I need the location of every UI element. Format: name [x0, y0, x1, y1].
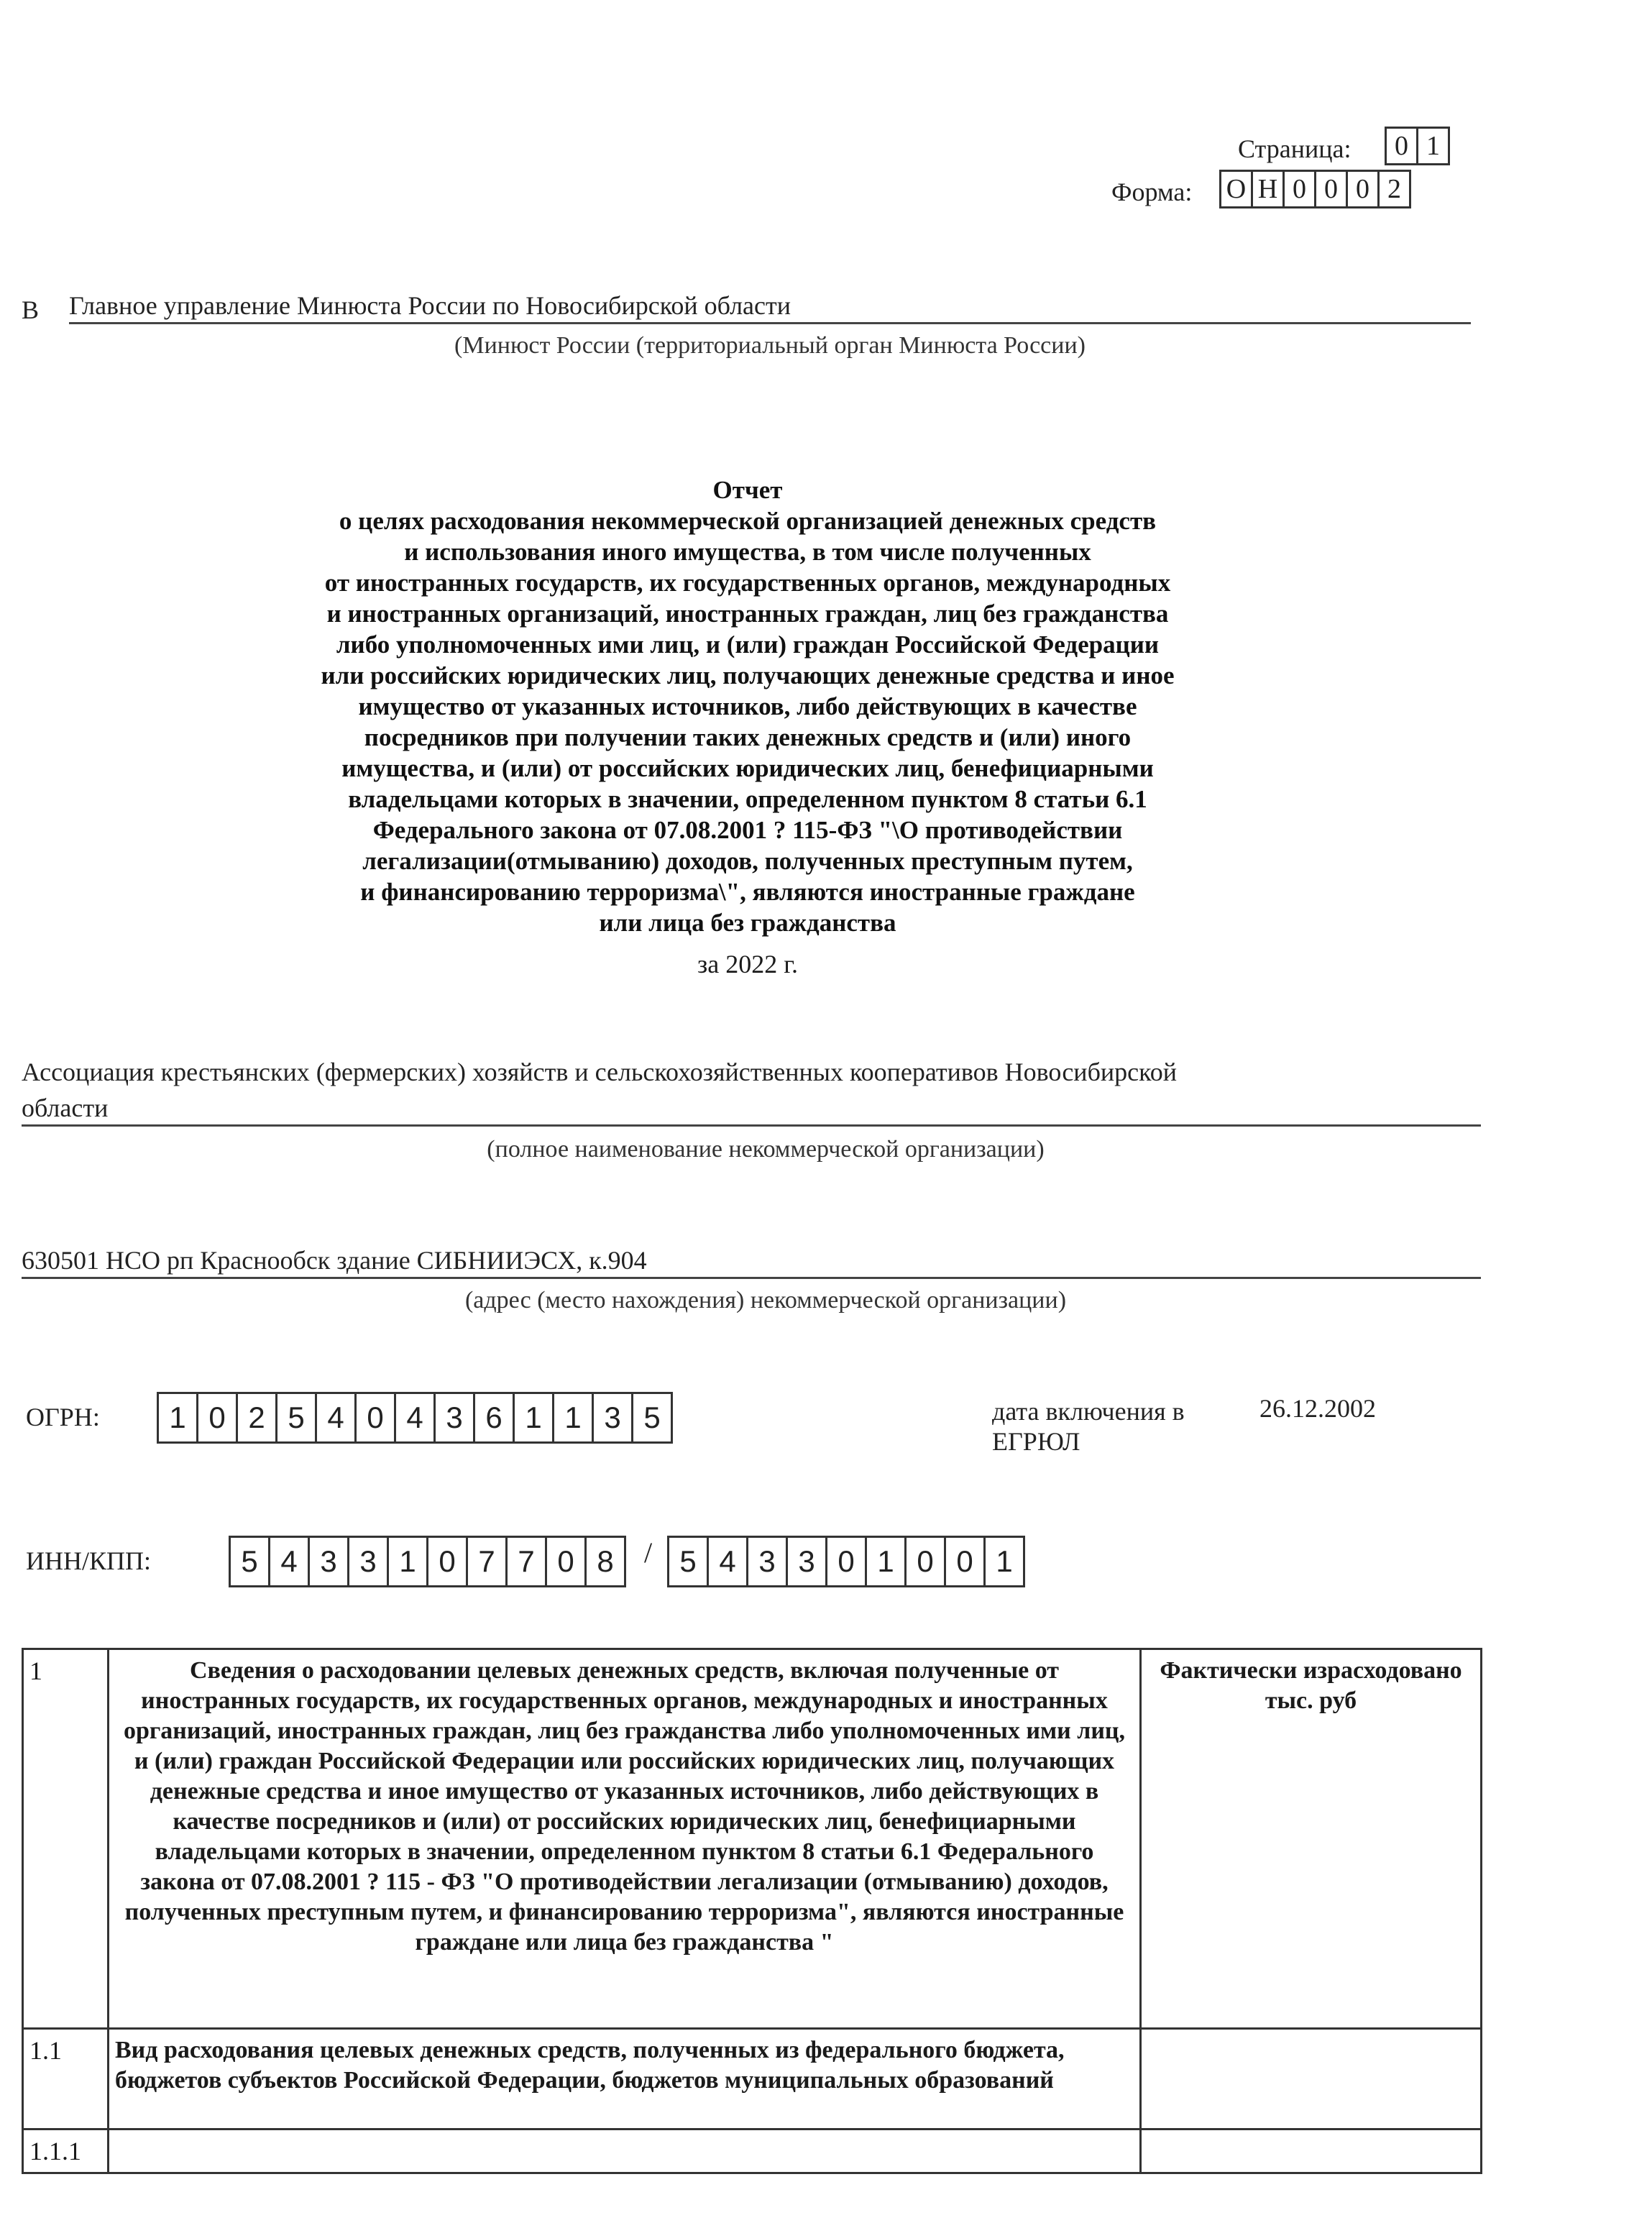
expenditure-table — [22, 1648, 1482, 2174]
form-char: О — [1221, 172, 1253, 206]
ogrn-digit: 4 — [396, 1394, 436, 1441]
kpp-digit: 1 — [996, 1544, 1013, 1578]
egrul-date-label — [992, 1396, 1185, 1457]
kpp-digit: 0 — [907, 1538, 946, 1585]
inn-digit: 3 — [310, 1538, 349, 1585]
inn-digit: 0 — [428, 1538, 468, 1585]
org-address: 630501 НСО рп Краснообск здание СИБНИИЭСХ, к.904 — [22, 1245, 1481, 1279]
org-name-line2: области — [22, 1093, 1481, 1127]
title-line: о целях расходования некоммерческой организацией денежных средств — [339, 507, 1157, 535]
row-description: Сведения о расходовании целевых денежных средств, включая полученные от иностранных государств, их государственных органов, международных и иностранных организаций, иностранных граждан, лиц без гражданства либо уполномоченных ими лиц, и (или) граждан Российской Федерации или российских юридических лиц, получающих денежные средства и иное имущество от указанных источников, либо действующих в качестве посредников и (или) от российских юридических лиц, бенефициарными владельцами которых в значении, определенном пунктом 8 статьи 6.1 Федерального закона от 07.08.2001 ? 115 - ФЗ "О противодействии легализации (отмыванию) доходов, полученных преступным путем, и финансированию терроризма", являются иностранные граждане или лица без гражданства " — [109, 1649, 1141, 2029]
report-year: за 2022 г. — [697, 950, 798, 978]
org-name-caption: (полное наименование некоммерческой организации) — [487, 1136, 1045, 1163]
table-row — [23, 2130, 1482, 2173]
ogrn-digit: 4 — [317, 1394, 357, 1441]
title-line: и финансированию терроризма\", являются иностранные граждане — [360, 878, 1135, 906]
form-char: 2 — [1387, 174, 1401, 204]
ogrn-digit: 3 — [594, 1394, 633, 1441]
kpp-digit: 5 — [669, 1538, 709, 1585]
ogrn-digit: 5 — [277, 1394, 317, 1441]
row-value — [1141, 2029, 1482, 2130]
inn-digit: 5 — [231, 1538, 270, 1585]
ogrn-digit: 1 — [159, 1394, 198, 1441]
inn-kpp-separator: / — [644, 1536, 653, 1569]
report-title — [187, 475, 1308, 938]
title-line: или российских юридических лиц, получающих денежные средства и иное — [321, 661, 1175, 689]
title-line: владельцами которых в значении, определенном пунктом 8 статьи 6.1 — [348, 785, 1147, 813]
kpp-digit: 3 — [788, 1538, 827, 1585]
inn-digit: 7 — [508, 1538, 547, 1585]
title-line: и использования иного имущества, в том числе полученных — [404, 538, 1091, 566]
row-description — [109, 2130, 1141, 2173]
ogrn-digit: 6 — [475, 1394, 515, 1441]
row-value — [1141, 2130, 1482, 2173]
egrul-date-label-line2: ЕГРЮЛ — [992, 1427, 1080, 1456]
title-line: либо уполномоченных ими лиц, и (или) граждан Российской Федерации — [336, 631, 1160, 659]
title-line: легализации(отмыванию) доходов, полученных преступным путем, — [362, 847, 1133, 875]
row-description: Вид расходования целевых денежных средств, полученных из федерального бюджета, бюджетов субъектов Российской Федерации, бюджетов муниципальных образований — [109, 2029, 1141, 2130]
inn-digit: 4 — [270, 1538, 310, 1585]
row-number: 1.1 — [23, 2029, 109, 2130]
inn-boxes — [229, 1536, 626, 1587]
kpp-digit: 0 — [946, 1538, 986, 1585]
form-label: Форма: — [1111, 178, 1193, 206]
row-number: 1 — [23, 1649, 109, 2029]
title-line: и иностранных организаций, иностранных граждан, лиц без гражданства — [326, 600, 1169, 628]
ogrn-digit: 1 — [554, 1394, 594, 1441]
actual-spent-header: Фактически израсходовано тыс. руб — [1141, 1649, 1482, 2029]
page-label: Страница: — [1238, 134, 1352, 163]
ogrn-digit: 5 — [643, 1400, 661, 1434]
title-line: или лица без гражданства — [599, 909, 896, 937]
ogrn-digit: 3 — [436, 1394, 475, 1441]
kpp-digit: 0 — [827, 1538, 867, 1585]
title-line: посредников при получении таких денежных средств и (или) иного — [364, 723, 1132, 751]
form-char: 0 — [1348, 172, 1380, 206]
ogrn-digit: 0 — [357, 1394, 396, 1441]
recipient-caption: (Минюст России (территориальный орган Минюста России) — [454, 332, 1086, 359]
table-row — [23, 2029, 1482, 2130]
kpp-digit: 4 — [709, 1538, 748, 1585]
ogrn-boxes — [157, 1392, 673, 1444]
form-char: 0 — [1285, 172, 1316, 206]
recipient-prefix: В — [22, 295, 40, 324]
org-address-caption: (адрес (место нахождения) некоммерческой организации) — [464, 1287, 1067, 1314]
kpp-boxes — [667, 1536, 1025, 1587]
kpp-digit: 1 — [867, 1538, 907, 1585]
title-line: от иностранных государств, их государственных органов, международных — [324, 569, 1171, 597]
title-line: Федерального закона от 07.08.2001 ? 115-ФЗ "\О противодействии — [372, 816, 1123, 844]
kpp-digit: 3 — [748, 1538, 788, 1585]
org-name-line1: Ассоциация крестьянских (фермерских) хозяйств и сельскохозяйственных кооперативов Новосибирской — [22, 1058, 1178, 1086]
egrul-date-label-line1: дата включения в — [992, 1397, 1185, 1426]
egrul-date-value: 26.12.2002 — [1259, 1394, 1376, 1423]
form-code-boxes — [1219, 170, 1411, 208]
report-heading: Отчет — [712, 476, 783, 504]
page-digit: 1 — [1426, 131, 1440, 161]
inn-digit: 1 — [389, 1538, 428, 1585]
inn-digit: 8 — [597, 1544, 614, 1578]
inn-kpp-label: ИНН/КПП: — [26, 1546, 152, 1575]
inn-digit: 3 — [349, 1538, 389, 1585]
ogrn-digit: 2 — [238, 1394, 277, 1441]
inn-digit: 0 — [547, 1538, 587, 1585]
ogrn-label: ОГРН: — [26, 1403, 100, 1431]
ogrn-digit: 0 — [198, 1394, 238, 1441]
recipient-name: Главное управление Минюста России по Новосибирской области — [69, 290, 1471, 324]
row-number: 1.1.1 — [23, 2130, 109, 2173]
form-char: Н — [1253, 172, 1285, 206]
page-digit: 0 — [1387, 129, 1418, 163]
table-row — [23, 1649, 1482, 2029]
title-line: имущество от указанных источников, либо действующих в качестве — [358, 692, 1137, 720]
ogrn-digit: 1 — [515, 1394, 554, 1441]
title-line: имущества, и (или) от российских юридических лиц, бенефициарными — [341, 754, 1154, 782]
inn-digit: 7 — [468, 1538, 508, 1585]
page-number-boxes — [1385, 127, 1450, 165]
form-char: 0 — [1316, 172, 1348, 206]
